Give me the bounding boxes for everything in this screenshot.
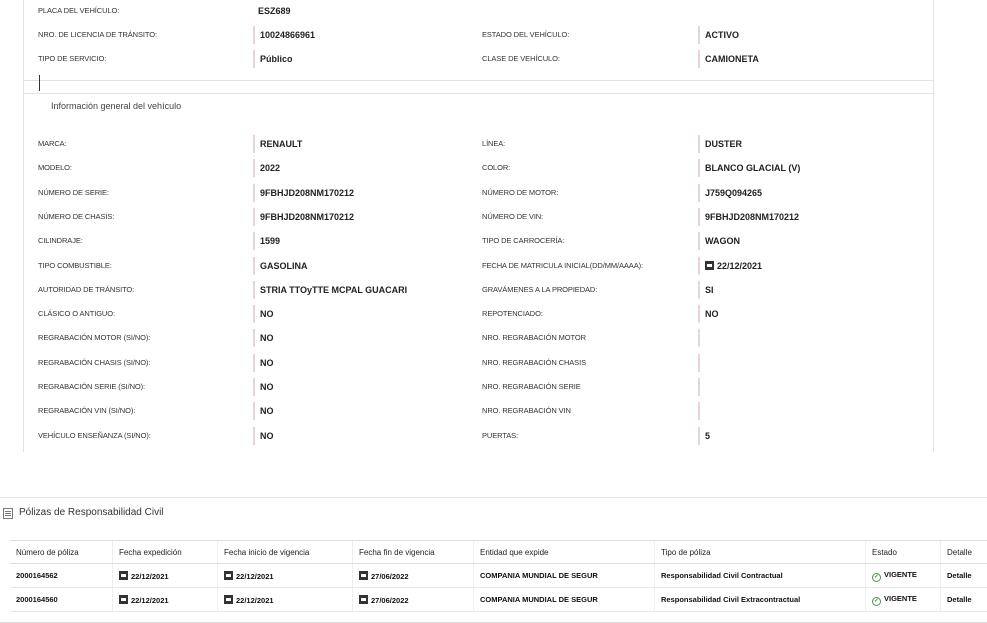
field-value: 1599 [253, 232, 280, 250]
field-value: NO [253, 378, 274, 396]
field-label: TIPO COMBUSTIBLE: [38, 261, 112, 270]
detail-link[interactable]: Detalle [941, 588, 987, 612]
field-value: 9FBHJD208NM170212 [253, 208, 354, 226]
field-label: NRO. REGRABACIÓN SERIE [482, 382, 581, 391]
info-row [24, 353, 933, 377]
cell-tipo: Responsabilidad Civil Extracontractual [655, 588, 866, 612]
cell-estado [866, 588, 941, 612]
info-row [24, 256, 933, 280]
text-cursor [39, 75, 40, 91]
column-header: Entidad que expide [474, 541, 655, 564]
info-row [24, 231, 933, 255]
poliza-number: 2000164562 [10, 564, 113, 588]
column-header: Fecha expedición [113, 541, 218, 564]
info-row [24, 49, 933, 73]
section-title: Pólizas de Responsabilidad Civil [19, 507, 164, 518]
calendar-icon [119, 571, 128, 580]
date-text: 27/06/2022 [371, 596, 409, 605]
info-row [24, 25, 933, 49]
field-value [698, 257, 762, 275]
date-text: 22/12/2021 [131, 596, 169, 605]
cell-entidad: COMPANIA MUNDIAL DE SEGUR [474, 564, 655, 588]
field-value: 5 [698, 427, 710, 445]
column-header: Tipo de póliza [655, 541, 866, 564]
field-value: NO [698, 305, 719, 323]
section-divider [24, 93, 933, 94]
cell-fin [353, 588, 474, 612]
calendar-icon [359, 595, 368, 604]
calendar-icon [119, 595, 128, 604]
field-value-empty [698, 329, 701, 347]
field-label: CLASE DE VEHÍCULO: [482, 54, 560, 63]
field-value-empty [698, 402, 701, 420]
field-label: NÚMERO DE MOTOR: [482, 188, 558, 197]
status-text: VIGENTE [884, 594, 917, 603]
field-value: CAMIONETA [698, 50, 759, 68]
field-value: 10024866961 [253, 26, 315, 44]
field-label: LÍNEA: [482, 139, 505, 148]
cell-estado [866, 564, 941, 588]
column-header: Estado [866, 541, 941, 564]
column-header: Fecha fin de vigencia [353, 541, 474, 564]
date-text: 22/12/2021 [131, 572, 169, 581]
column-header: Fecha inicio de vigencia [218, 541, 353, 564]
check-circle-icon: ✓ [872, 597, 881, 606]
info-row [24, 304, 933, 328]
field-value: NO [253, 329, 274, 347]
field-label: NRO. REGRABACIÓN CHASIS [482, 358, 586, 367]
field-value: DUSTER [698, 135, 742, 153]
field-label: MARCA: [38, 139, 67, 148]
field-label: REGRABACIÓN SERIE (SI/NO): [38, 382, 145, 391]
field-label: TIPO DE CARROCERÍA: [482, 236, 564, 245]
field-label: FECHA DE MATRICULA INICIAL(DD/MM/AAAA): [482, 261, 643, 270]
field-value: SI [698, 281, 714, 299]
polizas-table [10, 540, 987, 612]
info-row [24, 158, 933, 182]
field-label: NÚMERO DE SERIE: [38, 188, 109, 197]
field-label: GRAVÁMENES A LA PROPIEDAD: [482, 285, 597, 294]
field-value: BLANCO GLACIAL (V) [698, 159, 800, 177]
info-row [24, 207, 933, 231]
field-value: ESZ689 [253, 2, 291, 20]
field-value: RENAULT [253, 135, 302, 153]
section-title: Información general del vehículo [51, 101, 181, 111]
field-value: NO [253, 402, 274, 420]
polizas-section [0, 497, 987, 623]
field-label: REGRABACIÓN VIN (SI/NO): [38, 406, 135, 415]
field-label: TIPO DE SERVICIO: [38, 54, 106, 63]
field-label: REGRABACIÓN CHASIS (SI/NO): [38, 358, 150, 367]
cell-expedicion [113, 588, 218, 612]
vehicle-info-panel [23, 0, 934, 452]
info-row [24, 183, 933, 207]
info-row [24, 426, 933, 450]
info-row [24, 377, 933, 401]
cell-inicio [218, 564, 353, 588]
field-value-empty [698, 354, 701, 372]
field-label: NRO. REGRABACIÓN MOTOR [482, 333, 586, 342]
table-row [10, 564, 987, 588]
date-text: 22/12/2021 [717, 261, 762, 271]
cell-fin [353, 564, 474, 588]
table-row [10, 588, 987, 612]
field-label: NÚMERO DE VIN: [482, 212, 543, 221]
calendar-icon [705, 261, 714, 270]
calendar-icon [224, 571, 233, 580]
field-label: REPOTENCIADO: [482, 309, 543, 318]
cell-expedicion [113, 564, 218, 588]
field-value: 9FBHJD208NM170212 [698, 208, 799, 226]
calendar-icon [224, 595, 233, 604]
table-header-row [10, 541, 987, 564]
field-label: REGRABACIÓN MOTOR (SI/NO): [38, 333, 150, 342]
field-label: NRO. DE LICENCIA DE TRÁNSITO: [38, 30, 157, 39]
field-label: VEHÍCULO ENSEÑANZA (SI/NO): [38, 431, 151, 440]
field-label: CLÁSICO O ANTIGUO: [38, 309, 115, 318]
field-label: PLACA DEL VEHÍCULO: [38, 6, 119, 15]
column-header: Detalle [941, 541, 987, 564]
field-value: NO [253, 354, 274, 372]
info-row [24, 401, 933, 425]
status-text: VIGENTE [884, 570, 917, 579]
field-value: WAGON [698, 232, 740, 250]
calendar-icon [359, 571, 368, 580]
field-value: NO [253, 427, 274, 445]
cell-tipo: Responsabilidad Civil Contractual [655, 564, 866, 588]
detail-link[interactable]: Detalle [941, 564, 987, 588]
field-value: 2022 [253, 159, 280, 177]
field-value: STRIA TTOyTTE MCPAL GUACARI [253, 281, 407, 299]
cell-entidad: COMPANIA MUNDIAL DE SEGUR [474, 588, 655, 612]
field-label: ESTADO DEL VEHÍCULO: [482, 30, 569, 39]
field-label: PUERTAS: [482, 431, 518, 440]
field-label: COLOR: [482, 163, 510, 172]
info-row [24, 134, 933, 158]
info-row [24, 1, 933, 25]
field-value: J759Q094265 [698, 184, 762, 202]
field-value: 9FBHJD208NM170212 [253, 184, 354, 202]
info-row [24, 280, 933, 304]
check-circle-icon: ✓ [872, 573, 881, 582]
field-value: NO [253, 305, 274, 323]
date-text: 22/12/2021 [236, 572, 274, 581]
date-text: 27/06/2022 [371, 572, 409, 581]
field-value: GASOLINA [253, 257, 308, 275]
poliza-number: 2000164560 [10, 588, 113, 612]
field-value: ACTIVO [698, 26, 739, 44]
list-icon [3, 508, 13, 519]
field-value-empty [698, 378, 701, 396]
field-label: MODELO: [38, 163, 72, 172]
date-text: 22/12/2021 [236, 596, 274, 605]
field-label: NÚMERO DE CHASIS: [38, 212, 114, 221]
field-label: CILINDRAJE: [38, 236, 83, 245]
info-row [24, 328, 933, 352]
field-value: Público [253, 50, 293, 68]
section-divider [24, 80, 933, 81]
field-label: NRO. REGRABACIÓN VIN [482, 406, 571, 415]
field-label: AUTORIDAD DE TRÁNSITO: [38, 285, 134, 294]
column-header: Número de póliza [10, 541, 113, 564]
cell-inicio [218, 588, 353, 612]
